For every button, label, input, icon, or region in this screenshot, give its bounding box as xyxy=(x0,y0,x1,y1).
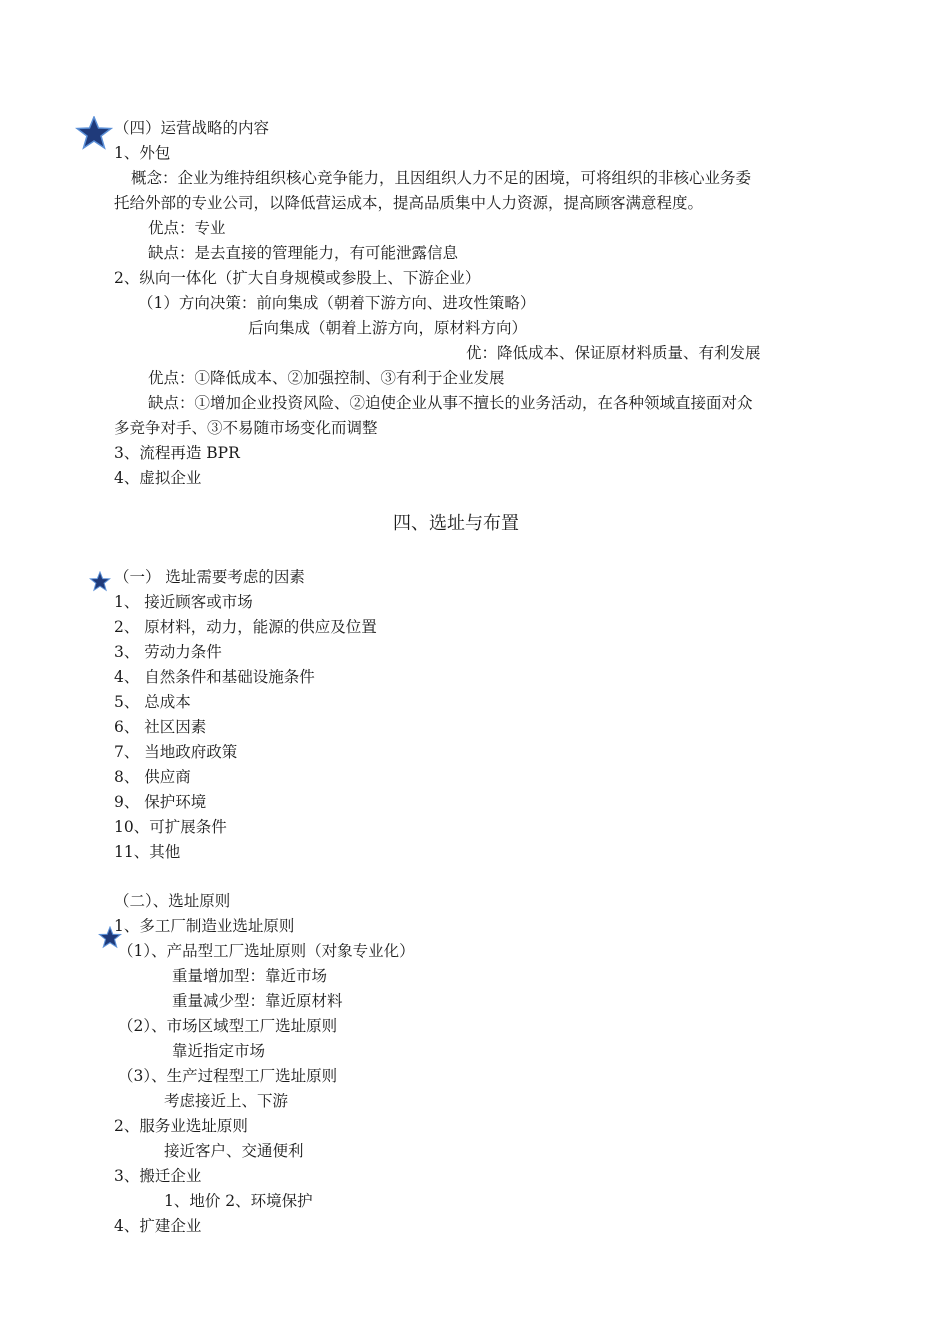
paragraph-line: 多竞争对手、③不易随市场变化而调整 xyxy=(114,419,378,437)
list-item: 5、 总成本 xyxy=(114,693,191,711)
list-item: 1、外包 xyxy=(114,144,171,162)
list-item: 优：降低成本、保证原材料质量、有利发展 xyxy=(466,344,761,362)
list-item: 靠近指定市场 xyxy=(172,1042,266,1060)
section-title: （一） 选址需要考虑的因素 xyxy=(114,568,305,586)
list-item: （1）、产品型工厂选址原则（对象专业化） xyxy=(118,942,415,960)
list-item: 接近客户、交通便利 xyxy=(164,1142,304,1160)
list-item: 优点：专业 xyxy=(148,219,226,237)
list-item: 4、虚拟企业 xyxy=(114,469,202,487)
star-icon xyxy=(89,571,111,592)
list-item: 4、 自然条件和基础设施条件 xyxy=(114,668,315,686)
list-item: 11、其他 xyxy=(114,843,181,861)
list-item: 1、 接近顾客或市场 xyxy=(114,593,253,611)
list-item: 2、纵向一体化（扩大自身规模或参股上、下游企业） xyxy=(114,269,481,287)
list-item: 1、地价 2、环境保护 xyxy=(164,1192,313,1210)
page-heading: 四、选址与布置 xyxy=(393,513,519,534)
list-item: 10、可扩展条件 xyxy=(114,818,227,836)
list-item: 重量减少型：靠近原材料 xyxy=(172,992,343,1010)
paragraph-line: 缺点：①增加企业投资风险、②迫使企业从事不擅长的业务活动，在各种领域直接面对众 xyxy=(148,394,753,412)
list-item: 3、流程再造 BPR xyxy=(114,444,240,462)
list-item: 缺点：是去直接的管理能力，有可能泄露信息 xyxy=(148,244,459,262)
list-item: 1、多工厂制造业选址原则 xyxy=(114,917,295,935)
section-title: （四）运营战略的内容 xyxy=(114,119,270,137)
paragraph-line: 概念：企业为维持组织核心竞争能力，且因组织人力不足的困境，可将组织的非核心业务委 xyxy=(131,169,752,187)
paragraph-line: 托给外部的专业公司，以降低营运成本，提高品质集中人力资源，提高顾客满意程度。 xyxy=(114,194,704,212)
list-item: 重量增加型：靠近市场 xyxy=(172,967,328,985)
list-item: （3）、生产过程型工厂选址原则 xyxy=(118,1067,338,1085)
list-item: 6、 社区因素 xyxy=(114,718,207,736)
list-item: 2、 原材料，动力，能源的供应及位置 xyxy=(114,618,377,636)
list-item: 3、搬迁企业 xyxy=(114,1167,202,1185)
list-item: 3、 劳动力条件 xyxy=(114,643,222,661)
list-item: 9、 保护环境 xyxy=(114,793,207,811)
list-item: （2）、市场区域型工厂选址原则 xyxy=(118,1017,338,1035)
section-title: （二）、选址原则 xyxy=(114,892,231,910)
list-item: 后向集成（朝着上游方向，原材料方向） xyxy=(248,319,528,337)
list-item: 考虑接近上、下游 xyxy=(164,1092,289,1110)
list-item: 优点：①降低成本、②加强控制、③有利于企业发展 xyxy=(148,369,505,387)
list-item: （1）方向决策：前向集成（朝着下游方向、进攻性策略） xyxy=(138,294,536,312)
list-item: 2、服务业选址原则 xyxy=(114,1117,248,1135)
star-icon xyxy=(75,116,113,150)
list-item: 4、扩建企业 xyxy=(114,1217,202,1235)
list-item: 7、 当地政府政策 xyxy=(114,743,238,761)
list-item: 8、 供应商 xyxy=(114,768,191,786)
